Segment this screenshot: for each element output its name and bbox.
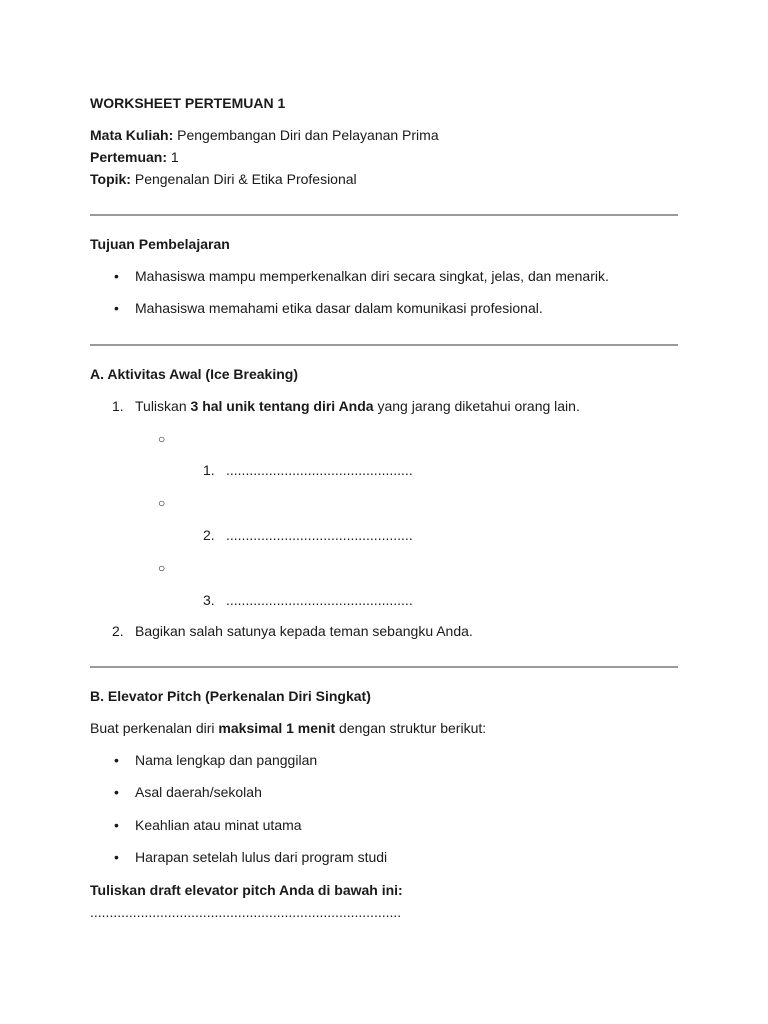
item-text-pre: Tuliskan [135,398,191,414]
objective-text: Mahasiswa mampu memperkenalkan diri secara singkat, jelas, dan menarik. [135,268,609,284]
page-title: WORKSHEET PERTEMUAN 1 [90,95,286,111]
draft-answer-line[interactable]: ................................................................................ [90,904,402,920]
section-b-intro [90,717,486,739]
structure-text: Keahlian atau minat utama [135,817,302,833]
section-b-heading: B. Elevator Pitch (Perkenalan Diri Singkat) [90,688,371,704]
draft-prompt: Tuliskan draft elevator pitch Anda di bawah ini: [90,882,403,898]
topic-value: Pengenalan Diri & Etika Profesional [130,171,357,187]
divider [90,344,678,346]
objective-text: Mahasiswa memahami etika dasar dalam komunikasi profesional. [135,300,543,316]
circle-bullet-icon: ○ [158,496,166,510]
circle-bullet-icon: ○ [158,561,166,575]
divider [90,214,678,216]
section-a-heading: A. Aktivitas Awal (Ice Breaking) [90,366,298,382]
answer-number: 1. [203,462,215,478]
item-text [135,395,580,417]
intro-post: dengan struktur berikut: [335,720,487,736]
answer-dots: ................................................ [226,592,413,608]
item-text: Bagikan salah satunya kepada teman sebangku Anda. [135,623,473,639]
structure-text: Asal daerah/sekolah [135,784,262,800]
topic-line [90,168,357,190]
answer-dots: ................................................ [226,462,413,478]
answer-number: 3. [203,592,215,608]
item-number: 2. [112,623,124,639]
objectives-heading: Tujuan Pembelajaran [90,236,230,252]
item-text-bold: 3 hal unik tentang diri Anda [190,398,374,414]
circle-bullet-icon: ○ [158,432,166,446]
meeting-line [90,146,179,168]
structure-text: Harapan setelah lulus dari program studi [135,849,388,865]
course-line [90,124,439,146]
meeting-value: 1 [167,149,179,165]
meeting-label: Pertemuan: [90,149,168,165]
structure-text: Nama lengkap dan panggilan [135,752,318,768]
intro-pre: Buat perkenalan diri [90,720,219,736]
intro-bold: maksimal 1 menit [218,720,336,736]
item-text-post: yang jarang diketahui orang lain. [373,398,580,414]
item-number: 1. [112,398,124,414]
course-label: Mata Kuliah: [90,127,174,143]
answer-number: 2. [203,527,215,543]
course-value: Pengembangan Diri dan Pelayanan Prima [173,127,439,143]
topic-label: Topik: [90,171,131,187]
divider [90,666,678,668]
answer-dots: ................................................ [226,527,413,543]
